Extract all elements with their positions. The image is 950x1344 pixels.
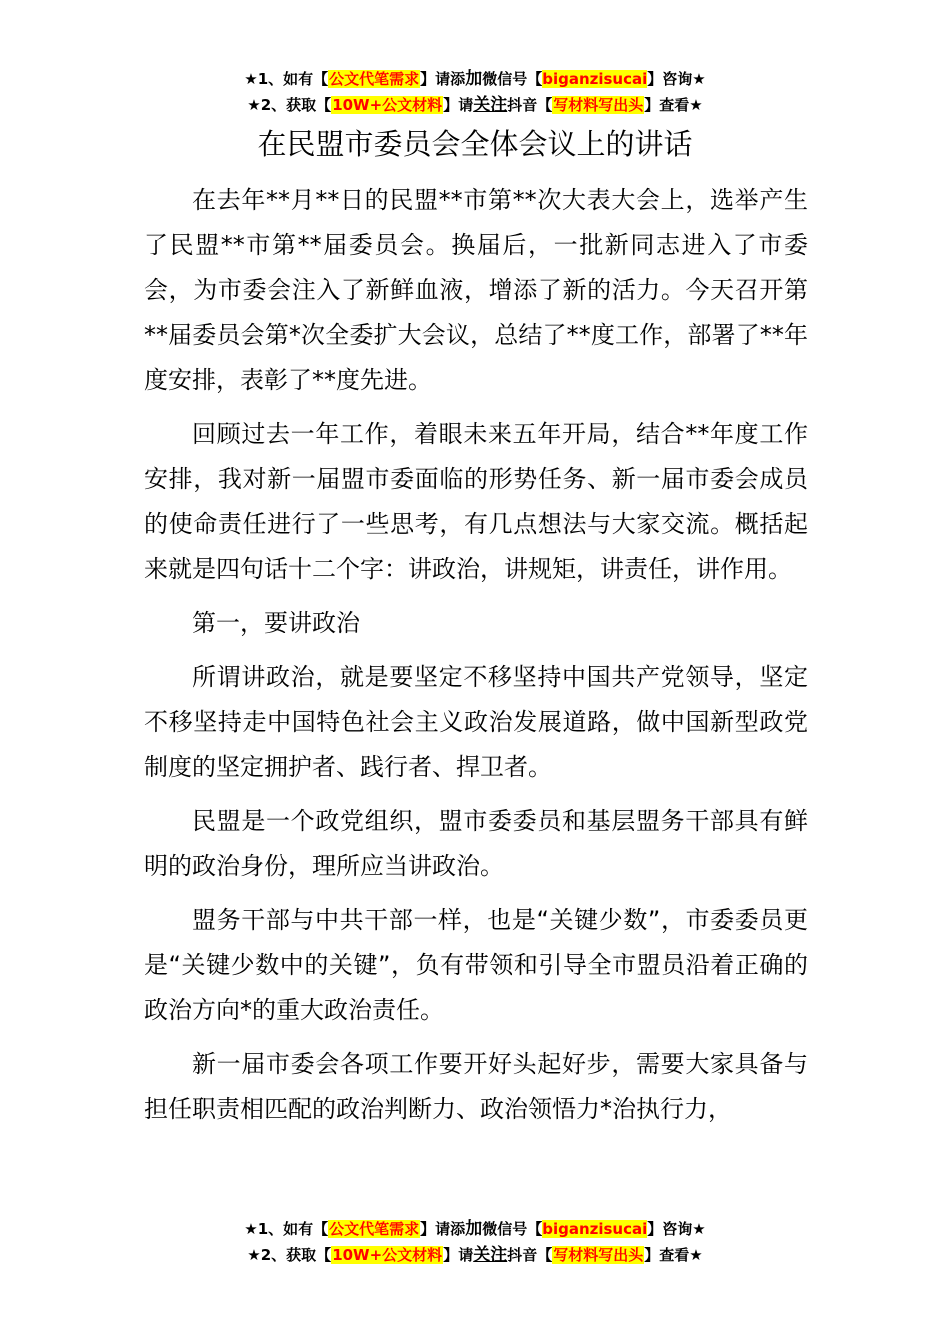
banner-text: 】请 — [443, 96, 474, 114]
banner-text: 】请 — [443, 1246, 474, 1264]
header-banner-line-1 — [0, 66, 950, 92]
banner-highlight: 公文代笔需求 — [329, 70, 420, 88]
banner-wechat-id: biganzisucai — [542, 1220, 648, 1238]
section-heading: 第一，要讲政治 — [192, 609, 360, 637]
footer-banner-line-2 — [0, 1242, 950, 1268]
banner-highlight: 写材料写出头 — [553, 1246, 644, 1264]
banner-text: 】查看★ — [644, 96, 703, 114]
footer-banner — [0, 1216, 950, 1268]
banner-wechat-id: biganzisucai — [542, 70, 648, 88]
footer-banner-line-1 — [0, 1216, 950, 1242]
banner-text: 加 — [465, 1219, 483, 1239]
banner-text: 】请添 — [420, 1220, 466, 1238]
paragraph: 新一届市委会各项工作要开好头起好步，需要大家具备与担任职责相匹配的政治判断力、政治领悟力*治执行力， — [144, 1050, 808, 1123]
banner-text: 加 — [465, 69, 483, 89]
banner-highlight: 10W+公文材料 — [332, 96, 443, 114]
banner-text: ★2、获取【 — [247, 96, 332, 114]
banner-text: 关注 — [473, 95, 508, 115]
header-banner-line-2 — [0, 92, 950, 118]
banner-text: 抖音【 — [507, 1246, 553, 1264]
banner-text: 微信号【 — [482, 1220, 543, 1238]
banner-text: ★1、如有【 — [244, 1220, 329, 1238]
paragraph: 回顾过去一年工作，着眼未来五年开局，结合**年度工作安排，我对新一届盟市委面临的形势任务、新一届市委会成员的使命责任进行了一些思考，有几点想法与大家交流。概括起来就是四句话十二个字：讲政治，讲规矩，讲责任，讲作用。 — [144, 420, 808, 583]
banner-text: 】请添 — [420, 70, 466, 88]
banner-text: 】咨询★ — [647, 70, 706, 88]
banner-text: 抖音【 — [507, 96, 553, 114]
paragraph: 盟务干部与中共干部一样，也是“关键少数”，市委委员更是“关键少数中的关键”，负有带领和引导全市盟员沿着正确的政治方向*的重大政治责任。 — [144, 906, 808, 1024]
banner-highlight: 10W+公文材料 — [332, 1246, 443, 1264]
banner-text: 】查看★ — [644, 1246, 703, 1264]
banner-text: ★1、如有【 — [244, 70, 329, 88]
paragraph: 所谓讲政治，就是要坚定不移坚持中国共产党领导，坚定不移坚持走中国特色社会主义政治发展道路，做中国新型政党制度的坚定拥护者、践行者、捍卫者。 — [144, 663, 808, 781]
banner-highlight: 公文代笔需求 — [329, 1220, 420, 1238]
paragraph: 在去年**月**日的民盟**市第**次大表大会上，选举产生了民盟**市第**届委员会。换届后，一批新同志进入了市委会，为市委会注入了新鲜血液，增添了新的活力。今天召开第**届委员会第*次全委扩大会议，总结了**度工作，部署了**年度安排，表彰了**度先进。 — [144, 186, 808, 394]
banner-highlight: 写材料写出头 — [553, 96, 644, 114]
banner-text: 微信号【 — [482, 70, 543, 88]
banner-text: 】咨询★ — [647, 1220, 706, 1238]
banner-text: 关注 — [473, 1245, 508, 1265]
document-body — [144, 178, 808, 1141]
document-title: 在民盟市委员会全体会议上的讲话 — [257, 127, 693, 161]
header-banner — [0, 66, 950, 118]
banner-text: ★2、获取【 — [247, 1246, 332, 1264]
paragraph: 民盟是一个政党组织，盟市委委员和基层盟务干部具有鲜明的政治身份，理所应当讲政治。 — [144, 807, 808, 880]
